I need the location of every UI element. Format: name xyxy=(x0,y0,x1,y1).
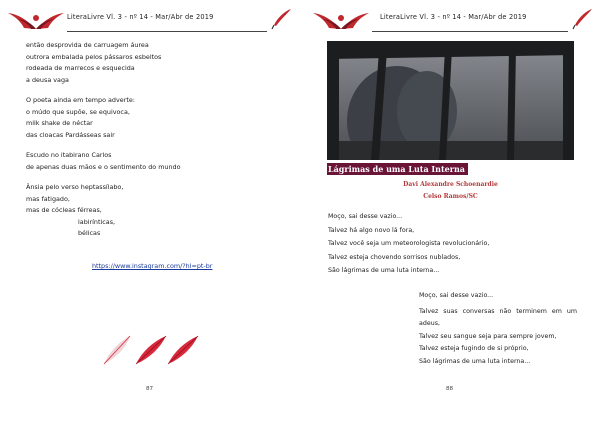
poem-line: São lágrimas de uma luta interna... xyxy=(419,357,531,365)
author-location: Celso Ramos/SC xyxy=(423,193,478,200)
poem-line: outrora embalada pelos pássaros esbeltos xyxy=(26,52,162,61)
feather-icon xyxy=(104,336,130,364)
winged-logo-icon xyxy=(312,8,370,32)
feathers-decoration-icon xyxy=(100,330,210,366)
rainy-window-photo xyxy=(327,41,574,160)
poem-line: o múdo que supõe, se equivoca, xyxy=(26,107,130,116)
poem-line: Talvez seu sangue seja para sempre jovem, xyxy=(419,332,557,340)
page-number: 88 xyxy=(446,386,454,392)
poem-stanza-1 xyxy=(328,210,568,278)
poem-line-indented: labirínticas, xyxy=(78,217,116,226)
poem-line: Talvez você seja um meteorologista revolucionário, xyxy=(328,240,490,247)
poem-title: Lágrimas de uma Luta Interna xyxy=(327,163,468,175)
window-image-icon xyxy=(327,41,574,160)
header-title: LiteraLivre Vl. 3 - nº 14 - Mar/Abr de 2019 xyxy=(380,13,527,21)
poem-line: milk shake de néctar xyxy=(26,119,93,127)
poem-line-indented: bélicas xyxy=(78,229,101,237)
winged-logo-icon xyxy=(7,8,65,32)
poem-line: Talvez esteja fugindo de si próprio, xyxy=(419,345,529,352)
poem-line: adeus, xyxy=(419,320,441,327)
page-header xyxy=(7,8,295,34)
poem-line-justified: Talvez suas conversas não terminem em um xyxy=(419,307,577,315)
poem-line: Talvez esteja chovendo sorrisos nublados, xyxy=(328,253,461,261)
author-name: Davi Alexandre Schoenardie xyxy=(403,181,498,188)
header-title: LiteraLivre Vl. 3 - nº 14 - Mar/Abr de 2019 xyxy=(67,13,214,21)
instagram-link[interactable]: https://www.instagram.com/?hl=pt-br xyxy=(92,262,213,270)
poem-body xyxy=(26,40,276,240)
poem-line: O poeta ainda em tempo adverte: xyxy=(26,96,135,104)
feather-icon xyxy=(136,336,166,364)
poem-line: a deusa vaga xyxy=(26,75,69,84)
poem-line: Ânsia pelo verso heptassílabo, xyxy=(26,183,124,191)
quill-pen-icon xyxy=(269,8,293,30)
poem-line: rodeada de marrecos e esquecida xyxy=(26,64,135,72)
poem-line: das cloacas Pardásseas sair xyxy=(26,130,115,139)
poem-line: de apenas duas mãos e o sentimento do mundo xyxy=(26,162,181,171)
poem-line: mas de cócleas férreas, xyxy=(26,206,102,214)
poem-line: São lágrimas de uma luta interna... xyxy=(328,267,440,274)
page-number: 87 xyxy=(146,386,154,392)
poem-line: Moço, sai desse vazio... xyxy=(419,292,494,299)
page-header xyxy=(312,8,598,34)
header-rule xyxy=(372,31,568,32)
poem-line: Moço, sai desse vazio... xyxy=(328,213,403,220)
poem-line: Talvez há algo novo lá fora, xyxy=(328,226,415,234)
right-page xyxy=(300,0,600,424)
poem-line: Escudo no itabirano Carlos xyxy=(26,151,112,159)
poem-line: então desprovida de carruagem áurea xyxy=(26,41,149,49)
header-rule xyxy=(67,31,267,32)
poem-line: mas fatigado, xyxy=(26,194,70,203)
quill-pen-icon xyxy=(570,8,594,30)
poem-stanza-2 xyxy=(419,290,577,368)
feather-icon xyxy=(168,336,198,364)
